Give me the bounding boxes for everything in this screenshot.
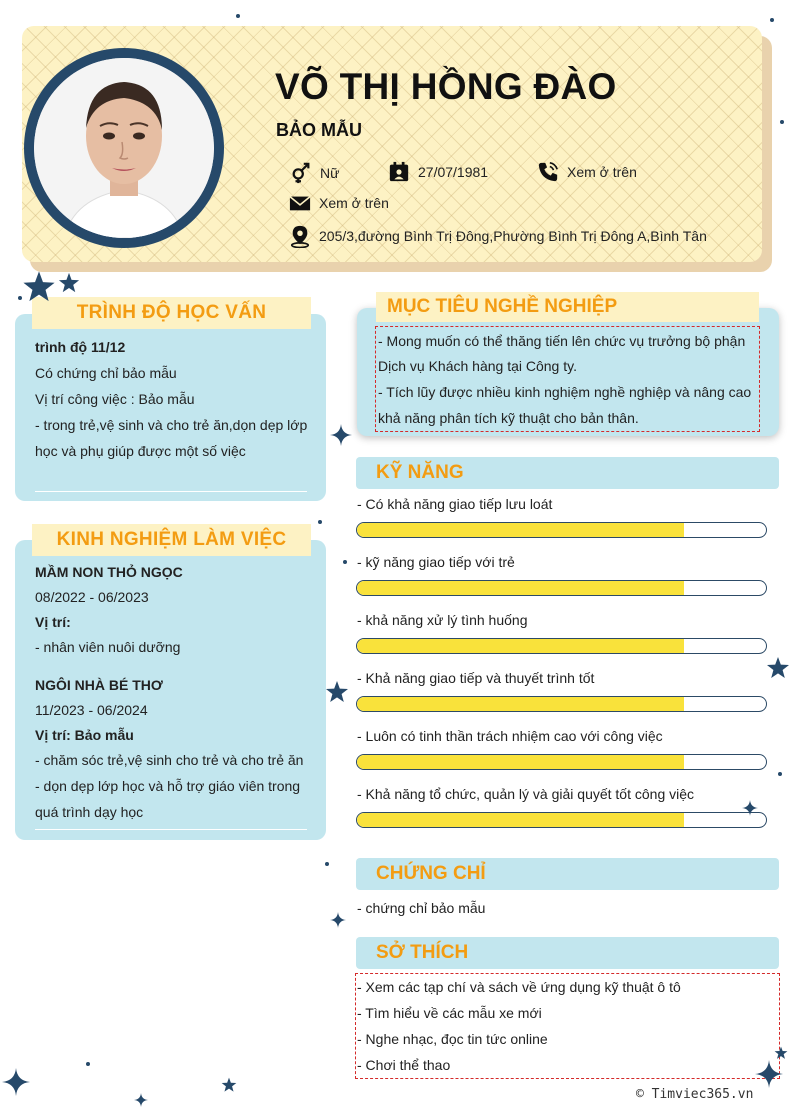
decor-dot [236,14,240,18]
hobby-item: - Chơi thể thao [357,1057,451,1073]
gender-info [290,162,339,184]
objective-line: khả năng phân tích kỹ thuật cho bản thân. [378,410,639,426]
education-line: học và phụ giúp được một số việc [35,443,246,459]
skill-bar [356,580,767,596]
decor-dot [86,1062,90,1066]
sparkle-icon [2,1068,30,1096]
avatar [34,58,214,238]
footer-brand: © Timviec365.vn [636,1087,754,1102]
star-icon [58,272,80,294]
objective-title: MỤC TIÊU NGHỀ NGHIỆP [376,292,759,322]
star-icon [22,270,56,304]
skill-label: - kỹ năng giao tiếp với trẻ [357,554,515,570]
experience-title: KINH NGHIỆM LÀM VIỆC [32,524,311,556]
address-text: 205/3,đường Bình Trị Đông,Phường Bình Trị Đông A,Bình Tân [319,228,707,244]
gender-text: Nữ [320,165,340,181]
phone-text: Xem ở trên [567,164,637,180]
objective-line: Dịch vụ Khách hàng tại Công ty. [378,358,577,374]
experience-detail: quá trình dạy học [35,804,144,820]
experience-period: 11/2023 - 06/2024 [35,702,148,718]
certificate-item: - chứng chỉ bảo mẫu [357,900,486,916]
skill-label: - Khả năng giao tiếp và thuyết trình tốt [357,670,595,686]
email-icon [289,193,311,213]
skill-bar-fill [357,755,684,769]
skill-bar-fill [357,813,684,827]
sparkle-icon [755,1060,783,1088]
experience-detail: - chăm sóc trẻ,vệ sinh cho trẻ và cho trẻ ăn [35,752,304,768]
hobby-item: - Xem các tạp chí và sách về ứng dụng kỹ thuật ô tô [357,979,681,995]
email-text: Xem ở trên [319,195,389,211]
job-title: BẢO MẪU [276,120,362,140]
skills-title: KỸ NĂNG [376,462,464,483]
sparkle-icon [742,800,758,816]
hobby-item: - Nghe nhạc, đọc tin tức online [357,1031,548,1047]
decor-dot [780,120,784,124]
education-line: Có chứng chỉ bảo mẫu [35,365,177,381]
experience-detail: - nhân viên nuôi dưỡng [35,639,181,655]
phone-icon [537,161,559,183]
education-divider [35,491,307,492]
experience-detail: - dọn dẹp lớp học và hỗ trợ giáo viên trong [35,778,301,794]
decor-dot [343,560,347,564]
education-line: - trong trẻ,vệ sinh và cho trẻ ăn,dọn dẹp lớp [35,417,308,433]
skill-label: - Có khả năng giao tiếp lưu loát [357,496,553,512]
sparkle-icon [330,424,352,446]
decor-dot [325,862,329,866]
star-icon [774,1046,788,1060]
skill-label: - Luôn có tinh thần trách nhiệm cao với công việc [357,728,663,744]
phone-info [537,161,637,183]
skill-bar-fill [357,639,684,653]
email-info [289,193,389,213]
experience-position: Vị trí: Bảo mẫu [35,727,134,743]
hobbies-header [356,937,779,969]
experience-position: Vị trí: [35,614,71,630]
skill-bar [356,696,767,712]
experience-divider [35,829,307,830]
decor-dot [18,296,22,300]
education-line: trình độ 11/12 [35,339,126,355]
experience-period: 08/2022 - 06/2023 [35,589,149,605]
objective-line: - Mong muốn có thể thăng tiến lên chức vụ trưởng bộ phận [378,333,746,349]
decor-dot [770,18,774,22]
skill-bar [356,754,767,770]
sparkle-icon [134,1093,148,1107]
sparkle-icon [330,912,346,928]
star-icon [221,1077,237,1093]
calendar-icon [388,161,410,183]
certificates-header [356,858,779,890]
hobbies-title: SỞ THÍCH [376,942,469,963]
candidate-name: VÕ THỊ HỒNG ĐÀO [275,66,617,107]
address-info [289,224,707,248]
avatar-portrait [34,58,214,238]
gender-icon [290,162,312,184]
hobby-item: - Tìm hiểu về các mẫu xe mới [357,1005,542,1021]
experience-company: NGÔI NHÀ BÉ THƠ [35,677,163,693]
objective-line: - Tích lũy được nhiều kinh nghiệm nghề nghiệp và nâng cao [378,384,752,400]
skill-bar [356,812,767,828]
skill-label: - khả năng xử lý tình huống [357,612,528,628]
experience-company: MẦM NON THỎ NGỌC [35,564,183,580]
decor-dot [778,772,782,776]
star-icon [766,656,790,680]
skill-bar [356,638,767,654]
skill-bar-fill [357,581,684,595]
skill-bar [356,522,767,538]
skill-label: - Khả năng tổ chức, quản lý và giải quyết tốt công việc [357,786,695,802]
skills-header [356,457,779,489]
star-icon [325,680,349,704]
certificates-title: CHỨNG CHỈ [376,863,486,884]
birthday-text: 27/07/1981 [418,164,489,180]
map-pin-icon [289,224,311,248]
decor-dot [318,520,322,524]
education-line: Vị trí công việc : Bảo mẫu [35,391,195,407]
skill-bar-fill [357,697,684,711]
skill-bar-fill [357,523,684,537]
birthday-info [388,161,488,183]
education-title: TRÌNH ĐỘ HỌC VẤN [32,297,311,329]
